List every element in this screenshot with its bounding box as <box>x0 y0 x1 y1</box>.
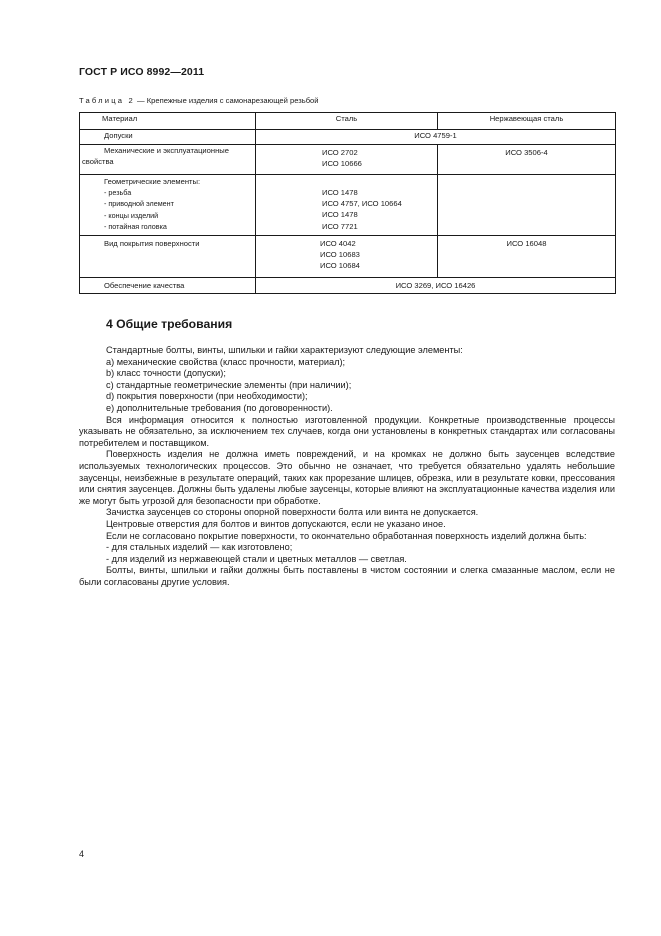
cell-geometry-stainless <box>438 175 616 236</box>
section-heading: 4 Общие требования <box>106 317 233 331</box>
paragraph: Если не согласовано покрытие поверхности, то окончательно обработанная поверхность изделий должна быть: <box>106 530 587 541</box>
table-caption-title: — Крепежные изделия с самонарезающей резьбой <box>134 96 319 105</box>
row-label <box>80 278 256 294</box>
row-label <box>80 145 256 175</box>
standard-ref: ИСО 3506-4 <box>505 148 548 157</box>
standard-ref: ИСО 4042 <box>320 239 356 248</box>
cell-mechanical-steel <box>256 145 438 175</box>
list-item: b) класс точности (допуски); <box>106 368 226 379</box>
row-label <box>80 130 256 145</box>
table-header-row <box>80 113 616 130</box>
standard-ref: ИСО 4757, ИСО 10664 <box>322 199 402 209</box>
paragraph: Вся информация относится к полностью изготовленной продукции. Конкретные производственные процессы указывать не обязательно, за исключением тех случаев, когда они установлены в конкретных стандартах или согласованы потребителем и поставщиком. <box>79 414 615 448</box>
row-label-line: Механические и эксплуатационные <box>104 146 229 155</box>
geometry-sub-item: - приводной элемент <box>104 199 174 209</box>
geometry-sub-item: - концы изделий <box>104 210 159 220</box>
page-number: 4 <box>79 849 85 859</box>
standard-ref: ИСО 16048 <box>506 239 547 248</box>
paragraph: Поверхность изделия не должна иметь повреждений, и на кромках не должно быть заусенцев вследствие используемых технологических процессов. Это обычно не означает, что требуется обязательно удалять небольшие заусенцы, неизбежные в результате операций, таких как прорезание шлицев, обрезка, или в результате ковки, прессования или снятия заусенцев. Должны быть удалены любые заусенцы, которые влияют на эксплуатационные качества изделия или же могут быть угрозой для безопасности при обработке. <box>79 449 615 506</box>
column-header-stainless: Нержавеющая сталь <box>438 113 616 130</box>
standard-ref: ИСО 7721 <box>322 221 358 231</box>
row-label-text: Обеспечение качества <box>104 280 185 290</box>
geometry-sub-item: - резьба <box>104 188 132 198</box>
standard-ref: ИСО 1478 <box>322 210 358 220</box>
standard-ref: ИСО 10683 <box>320 250 360 260</box>
standard-ref: ИСО 1478 <box>322 188 358 197</box>
table-caption <box>79 96 319 105</box>
table-row-quality <box>80 278 616 294</box>
dash-item: - для изделий из нержавеющей стали и цветных металлов — светлая. <box>106 553 407 564</box>
column-header-steel: Сталь <box>256 113 438 130</box>
column-header-material: Материал <box>80 113 256 130</box>
paragraph: Зачистка заусенцев со стороны опорной поверхности болта или винта не допускается. <box>106 507 479 518</box>
paragraph: Болты, винты, шпильки и гайки должны быть поставлены в чистом состоянии и слегка смазанные маслом, если не были согласованы другие условия. <box>79 565 615 587</box>
cell-quality: ИСО 3269, ИСО 16426 <box>256 278 616 294</box>
row-label <box>80 236 256 278</box>
table-row-geometry <box>80 175 616 236</box>
row-label-text: Геометрические элементы: <box>104 177 201 186</box>
row-label-text: Вид покрытия поверхности <box>104 239 200 248</box>
cell-mechanical-stainless <box>438 145 616 175</box>
paragraph: Центровые отверстия для болтов и винтов допускаются, если не указано иное. <box>106 518 446 529</box>
table-row-tolerances <box>80 130 616 145</box>
document-header: ГОСТ Р ИСО 8992—2011 <box>79 66 205 78</box>
geometry-sub-item: - потайная головка <box>104 221 167 231</box>
table-caption-number: Таблица 2 <box>79 96 135 105</box>
cell-coating-steel <box>256 236 438 278</box>
standard-ref: ИСО 10666 <box>322 159 362 169</box>
table-row-coating <box>80 236 616 278</box>
fasteners-table <box>79 112 616 294</box>
dash-item: - для стальных изделий — как изготовлено; <box>106 542 293 553</box>
table-row-mechanical <box>80 145 616 175</box>
cell-geometry-steel <box>256 175 438 236</box>
cell-tolerances: ИСО 4759-1 <box>256 130 616 145</box>
list-item: d) покрытия поверхности (при необходимости); <box>106 391 308 402</box>
cell-coating-stainless <box>438 236 616 278</box>
standard-ref: ИСО 2702 <box>322 148 358 157</box>
row-label <box>80 175 256 236</box>
list-item: а) механические свойства (класс прочности, материал); <box>106 356 346 367</box>
row-label-line: свойства <box>82 157 114 167</box>
list-item: е) дополнительные требования (по договоренности). <box>106 402 333 413</box>
standard-ref: ИСО 10684 <box>320 261 360 271</box>
paragraph: Стандартные болты, винты, шпильки и гайки характеризуют следующие элементы: <box>106 345 463 355</box>
row-label-text: Допуски <box>104 131 133 140</box>
list-item: c) стандартные геометрические элементы (при наличии); <box>106 379 352 390</box>
section-body <box>79 345 615 588</box>
